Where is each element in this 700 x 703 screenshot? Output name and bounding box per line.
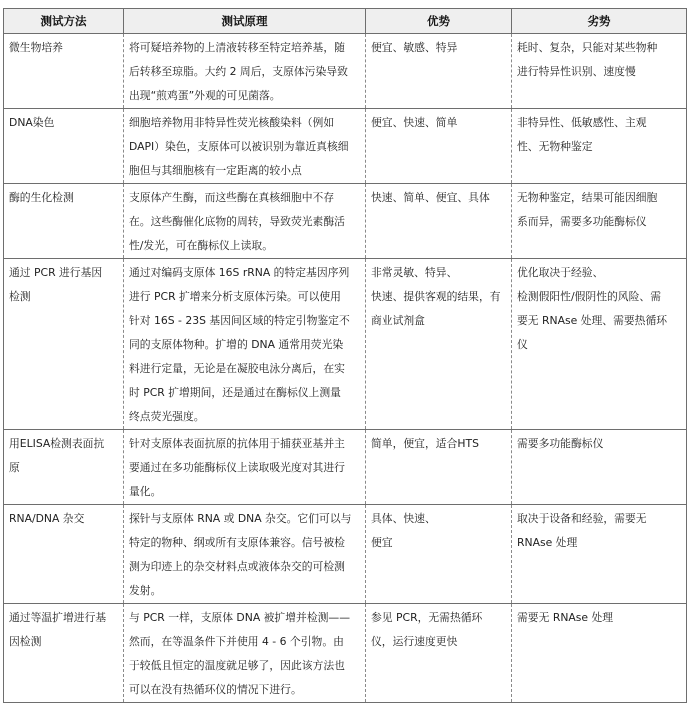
disadvantages-cell-line: 系而异，需要多功能酶标仪 [517,215,647,228]
principle-cell-line: 特定的物种、纲或所有支原体兼容。信号被检 [129,536,345,549]
advantages-cell [366,505,512,604]
method-cell-line: 原 [9,461,20,474]
disadvantages-cell-line: 要无 RNAse 处理、需要热循环 [517,314,668,327]
disadvantages-cell-line: 性、无物种鉴定 [517,140,593,153]
table-container [3,8,686,703]
advantages-cell-line: 便宜、敏感、特异 [371,41,458,54]
principle-cell-line: 时 PCR 扩增期间，还是通过在酶标仪上测量 [129,386,341,399]
table-row [4,259,687,430]
advantages-cell-line: 仪，运行速度更快 [371,635,458,648]
header-method: 测试方法 [4,9,124,34]
principle-cell [124,604,366,703]
method-cell [4,184,124,259]
principle-cell-line: 针对支原体表面抗原的抗体用于捕获亚基并主 [129,437,345,450]
advantages-cell-line: 参见 PCR，无需热循环 [371,611,483,624]
principle-cell-line: 在。这些酶催化底物的周转，导致荧光素酶活 [129,215,345,228]
advantages-cell-line: 快速、提供客观的结果，有 [371,290,501,303]
disadvantages-cell-line: 非特异性、低敏感性、主观 [517,116,647,129]
advantages-cell [366,34,512,109]
principle-cell-line: 探针与支原体 RNA 或 DNA 杂交。它们可以与 [129,512,352,525]
table-row [4,34,687,109]
principle-cell-line: 进行 PCR 扩增来分析支原体污染。可以使用 [129,290,341,303]
method-cell [4,505,124,604]
advantages-cell [366,259,512,430]
principle-cell-line: 胞但与其细胞核有一定距离的较小点 [129,164,302,177]
disadvantages-cell [512,259,687,430]
principle-cell-line: 同的支原体物种。扩增的 DNA 通常用荧光染 [129,338,344,351]
advantages-cell-line: 非常灵敏、特异、 [371,266,458,279]
header-advantages: 优势 [366,9,512,34]
disadvantages-cell-line: 进行特异性识别、速度慢 [517,65,636,78]
method-cell [4,430,124,505]
header-disadvantages: 劣势 [512,9,687,34]
disadvantages-cell-line: 检测假阳性/假阴性的风险、需 [517,290,661,303]
principle-cell-line: 测为印迹上的杂交材料点或液体杂交的可检测 [129,560,345,573]
advantages-cell-line: 便宜、快速、简单 [371,116,458,129]
disadvantages-cell [512,34,687,109]
principle-cell-line: 后转移至琼脂。大约 2 周后，支原体污染导致 [129,65,348,78]
table-header-row [4,9,687,34]
principle-cell-line: 量化。 [129,485,162,498]
principle-cell-line: 将可疑培养物的上清液转移至特定培养基，随 [129,41,345,54]
table-row [4,430,687,505]
disadvantages-cell-line: 无物种鉴定，结果可能因细胞 [517,191,658,204]
disadvantages-cell [512,430,687,505]
principle-cell-line: 终点荧光强度。 [129,410,205,423]
header-principle: 测试原理 [124,9,366,34]
method-cell [4,259,124,430]
disadvantages-cell-line: RNAse 处理 [517,536,578,549]
principle-cell-line: 要通过在多功能酶标仪上读取吸光度对其进行 [129,461,345,474]
disadvantages-cell [512,505,687,604]
method-cell-line: RNA/DNA 杂交 [9,512,85,525]
principle-cell-line: 与 PCR 一样，支原体 DNA 被扩增并检测—— [129,611,351,624]
principle-cell-line: DAPI）染色，支原体可以被识别为靠近真核细 [129,140,349,153]
principle-cell [124,34,366,109]
advantages-cell-line: 便宜 [371,536,393,549]
advantages-cell [366,430,512,505]
disadvantages-cell-line: 耗时、复杂，只能对某些物种 [517,41,658,54]
method-cell [4,34,124,109]
advantages-cell-line: 快速、简单、便宜、具体 [371,191,490,204]
method-cell [4,109,124,184]
method-cell-line: 通过等温扩增进行基 [9,611,107,624]
method-cell-line: DNA染色 [9,116,55,129]
principle-cell-line: 发射。 [129,584,162,597]
principle-cell-line: 可以在没有热循环仪的情况下进行。 [129,683,302,696]
table-row [4,109,687,184]
disadvantages-cell [512,604,687,703]
method-cell [4,604,124,703]
advantages-cell [366,604,512,703]
principle-cell [124,184,366,259]
principle-cell-line: 料进行定量，无论是在凝胶电泳分离后，在实 [129,362,345,375]
principle-cell-line: 通过对编码支原体 16S rRNA 的特定基因序列 [129,266,350,279]
disadvantages-cell [512,109,687,184]
page-right-margin [690,0,700,701]
method-cell-line: 检测 [9,290,31,303]
advantages-cell [366,184,512,259]
advantages-cell [366,109,512,184]
comparison-table [3,8,687,703]
principle-cell [124,259,366,430]
table-row [4,505,687,604]
advantages-cell-line: 简单，便宜，适合HTS [371,437,479,450]
method-cell-line: 因检测 [9,635,42,648]
principle-cell [124,109,366,184]
principle-cell-line: 支原体产生酶，而这些酶在真核细胞中不存 [129,191,335,204]
method-cell-line: 微生物培养 [9,41,63,54]
advantages-cell-line: 商业试剂盒 [371,314,425,327]
method-cell-line: 通过 PCR 进行基因 [9,266,103,279]
principle-cell-line: 出现“煎鸡蛋”外观的可见菌落。 [129,89,281,102]
disadvantages-cell-line: 仪 [517,338,528,351]
principle-cell-line: 性/发光，可在酶标仪上读取。 [129,239,273,252]
principle-cell-line: 细胞培养物用非特异性荧光核酸染料（例如 [129,116,335,129]
principle-cell-line: 然而，在等温条件下并使用 4 - 6 个引物。由 [129,635,344,648]
principle-cell-line: 于较低且恒定的温度就足够了，因此该方法也 [129,659,345,672]
method-cell-line: 用ELISA检测表面抗 [9,437,105,450]
method-cell-line: 酶的生化检测 [9,191,74,204]
disadvantages-cell-line: 需要多功能酶标仪 [517,437,604,450]
disadvantages-cell [512,184,687,259]
principle-cell [124,430,366,505]
table-row [4,604,687,703]
disadvantages-cell-line: 需要无 RNAse 处理 [517,611,614,624]
disadvantages-cell-line: 优化取决于经验、 [517,266,604,279]
principle-cell [124,505,366,604]
principle-cell-line: 针对 16S - 23S 基因间区域的特定引物鉴定不 [129,314,350,327]
disadvantages-cell-line: 取决于设备和经验，需要无 [517,512,647,525]
advantages-cell-line: 具体、快速、 [371,512,436,525]
table-row [4,184,687,259]
